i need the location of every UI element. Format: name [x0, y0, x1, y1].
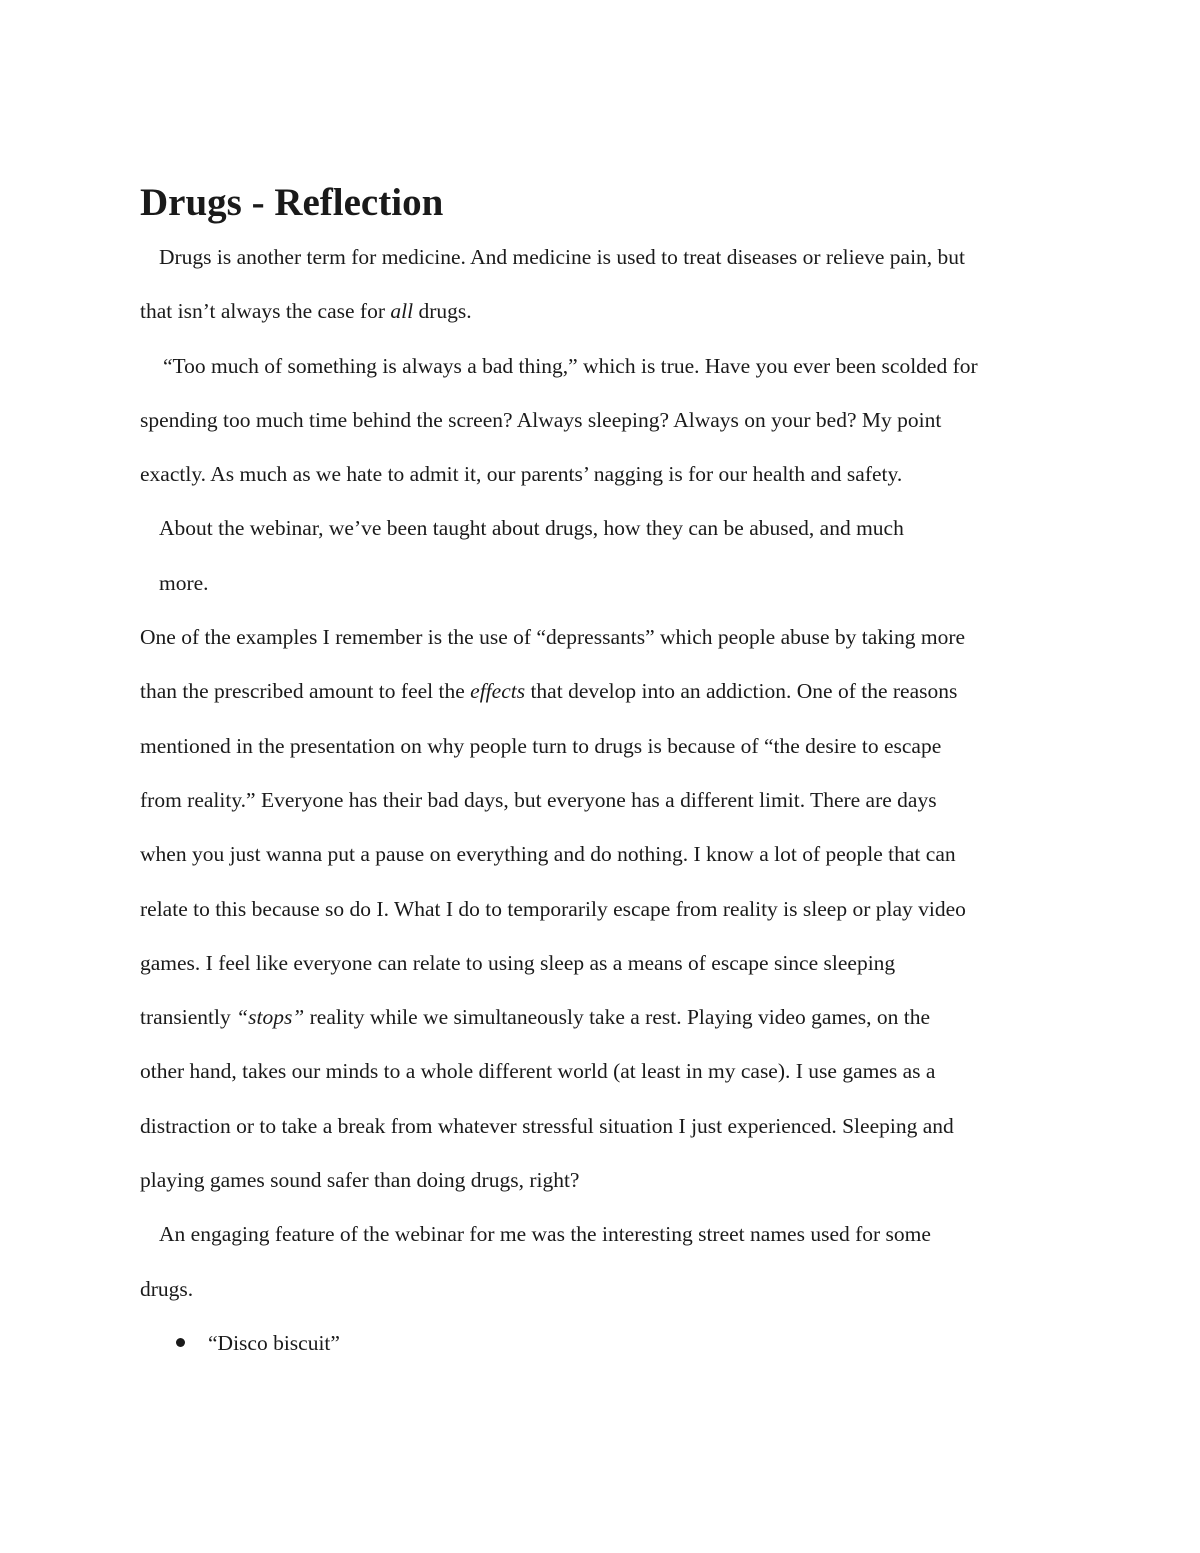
bullet-icon: [176, 1338, 185, 1347]
text-segment: relate to this because so do I. What I do to temporarily escape from reality is sleep or play video: [140, 896, 966, 921]
bullet-text: “Disco biscuit”: [208, 1330, 340, 1355]
text-line: [140, 1099, 1080, 1153]
text-segment: An engaging feature of the webinar for me was the interesting street names used for some: [159, 1222, 931, 1247]
italic-text: all: [390, 299, 414, 324]
text-line: [140, 1044, 1080, 1098]
text-line: [140, 664, 1080, 718]
text-segment: mentioned in the presentation on why people turn to drugs is because of “the desire to escape: [140, 733, 942, 758]
text-line: [140, 610, 1080, 664]
text-segment: playing games sound safer than doing drugs, right?: [140, 1168, 580, 1193]
italic-text: effects: [470, 679, 526, 704]
text-segment: One of the examples I remember is the use of “depressants” which people abuse by taking more: [140, 625, 966, 650]
text-line: [140, 230, 1080, 284]
text-line: [140, 1153, 1080, 1207]
body-text: [140, 230, 1080, 1370]
text-line: [140, 990, 1080, 1044]
text-segment: drugs.: [413, 299, 472, 324]
text-line: [140, 447, 1080, 501]
text-segment: reality while we simultaneously take a rest. Playing video games, on the: [304, 1005, 931, 1030]
text-line: [140, 339, 1080, 393]
text-segment: from reality.” Everyone has their bad days, but everyone has a different limit. There are days: [140, 787, 937, 812]
page-title: Drugs - Reflection: [140, 181, 444, 224]
text-segment: distraction or to take a break from whatever stressful situation I just experienced. Sleeping and: [140, 1113, 954, 1138]
text-segment: transiently: [140, 1005, 237, 1030]
text-line: [140, 556, 1080, 610]
text-line: [140, 284, 1080, 338]
bullet-item: [140, 1316, 1080, 1370]
text-segment: other hand, takes our minds to a whole different world (at least in my case). I use games as a: [140, 1059, 936, 1084]
text-segment: Drugs is another term for medicine. And medicine is used to treat diseases or relieve pain, but: [159, 245, 966, 269]
text-line: [140, 501, 1080, 555]
text-segment: than the prescribed amount to feel the: [140, 679, 471, 704]
text-segment: “Too much of something is always a bad thing,” which is true. Have you ever been scolded for: [163, 353, 978, 378]
text-line: [140, 773, 1080, 827]
text-segment: that isn’t always the case for: [140, 299, 391, 324]
text-segment: that develop into an addiction. One of the reasons: [525, 679, 958, 704]
text-line: [140, 393, 1080, 447]
text-segment: About the webinar, we’ve been taught about drugs, how they can be abused, and much: [159, 516, 904, 541]
text-line: [140, 827, 1080, 881]
text-line: [140, 1262, 1080, 1316]
text-segment: when you just wanna put a pause on everything and do nothing. I know a lot of people that can: [140, 842, 956, 867]
text-line: [140, 719, 1080, 773]
text-line: [140, 1207, 1080, 1261]
text-line: [140, 882, 1080, 936]
text-segment: exactly. As much as we hate to admit it, our parents’ nagging is for our health and safety.: [140, 462, 903, 487]
text-segment: games. I feel like everyone can relate to using sleep as a means of escape since sleeping: [140, 950, 896, 975]
italic-text: “stops”: [236, 1005, 305, 1030]
text-segment: drugs.: [140, 1276, 194, 1301]
text-segment: spending too much time behind the screen? Always sleeping? Always on your bed? My point: [140, 407, 942, 432]
text-line: [140, 936, 1080, 990]
text-segment: more.: [159, 570, 209, 595]
